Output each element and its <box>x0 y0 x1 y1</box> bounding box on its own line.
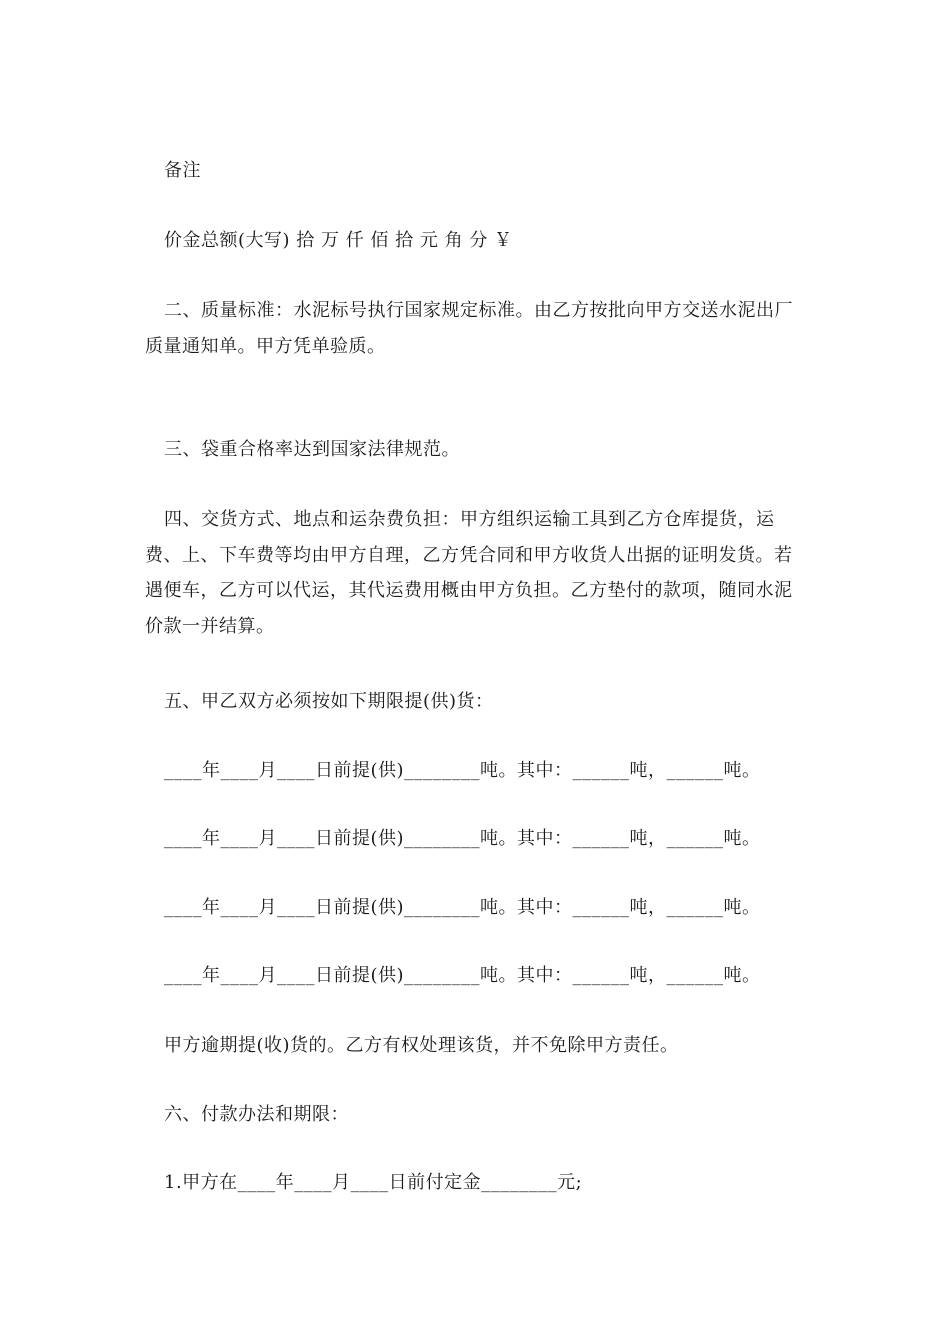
section-5-delivery-schedule: 五、甲乙双方必须按如下期限提(供)货： <box>164 691 494 712</box>
delivery-line: ____年____月____日前提(供)________吨。其中：______吨，______吨。 <box>164 965 761 986</box>
delivery-line: ____年____月____日前提(供)________吨。其中：______吨，______吨。 <box>164 760 761 781</box>
total-amount-line: 价金总额(大写) 拾 万 仟 佰 拾 元 角 分 ￥ <box>164 230 513 251</box>
delivery-line: ____年____月____日前提(供)________吨。其中：______吨，______吨。 <box>164 828 761 849</box>
delivery-line: ____年____月____日前提(供)________吨。其中：______吨，______吨。 <box>164 897 761 918</box>
section-2-quality-standard: 二、质量标准：水泥标号执行国家规定标准。由乙方按批向甲方交送水泥出厂质量通知单。甲方凭单验质。 <box>145 300 793 357</box>
payment-item-1: 1.甲方在____年____月____日前付定金________元; <box>164 1172 583 1193</box>
overdue-clause: 甲方逾期提(收)货的。乙方有权处理该货，并不免除甲方责任。 <box>164 1035 679 1056</box>
section-3-bag-weight: 三、袋重合格率达到国家法律规范。 <box>164 439 460 460</box>
section-6-payment-terms: 六、付款办法和期限： <box>164 1104 349 1125</box>
remarks-label: 备注 <box>164 160 201 181</box>
section-4-delivery-method: 四、交货方式、地点和运杂费负担：甲方组织运输工具到乙方仓库提货，运费、上、下车费等均由甲方自理，乙方凭合同和甲方收货人出据的证明发货。若遇便车，乙方可以代运，其代运费用概由甲方负担。乙方垫付的款项，随同水泥价款一并结算。 <box>145 509 793 637</box>
